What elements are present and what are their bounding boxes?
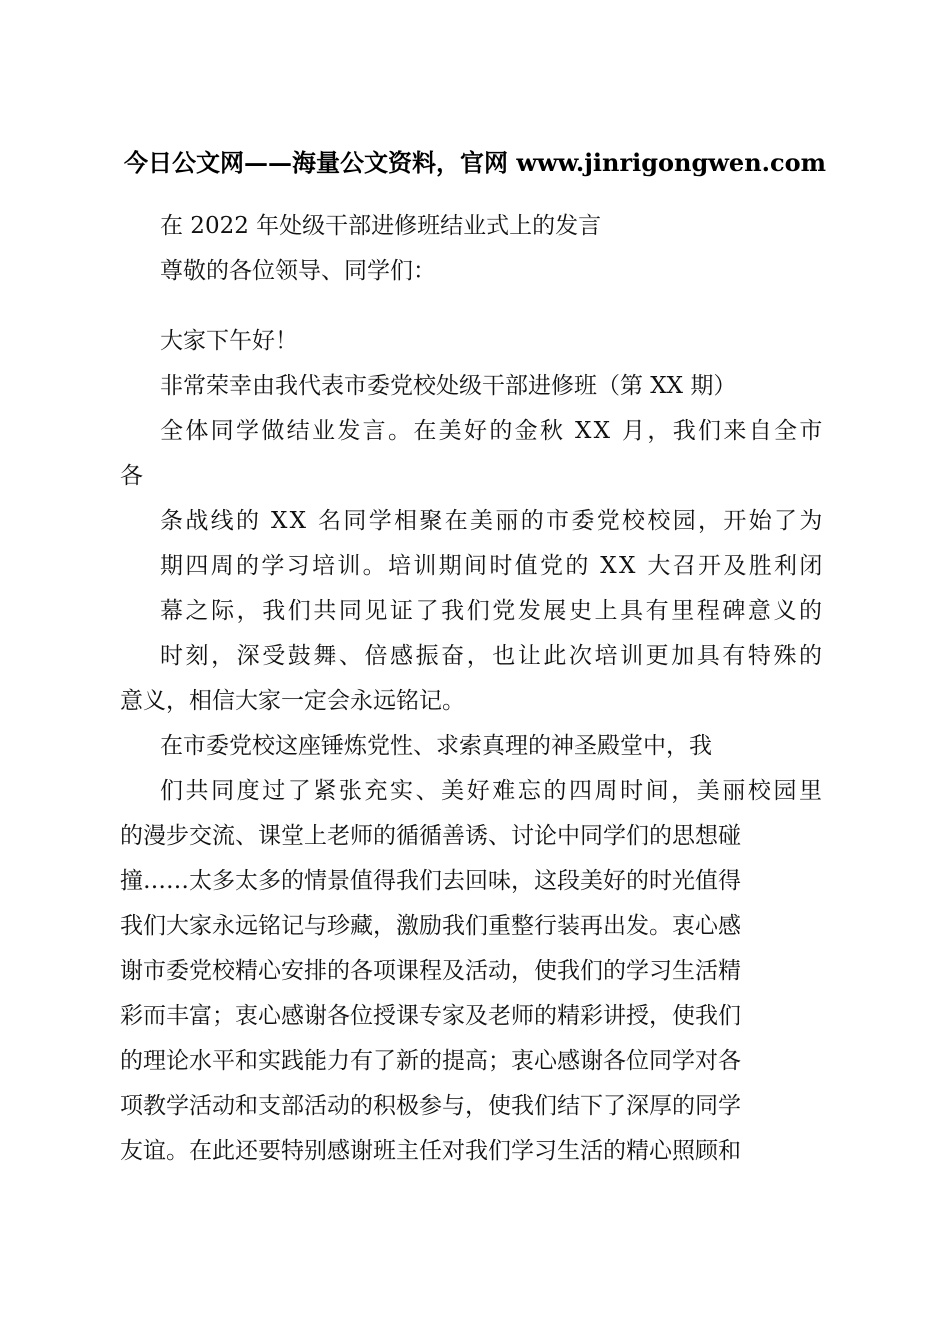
text-line: 们共同度过了紧张充实、美好难忘的四周时间，美丽校园里 xyxy=(160,778,825,804)
text-line: 项教学活动和支部活动的积极参与，使我们结下了深厚的同学 xyxy=(120,1093,741,1119)
text-line: 意义，相信大家一定会永远铭记。 xyxy=(120,688,465,714)
text-line: 我们大家永远铭记与珍藏，激励我们重整行装再出发。衷心感 xyxy=(120,913,741,939)
site-header: 今日公文网——海量公文资料，官网 www.jinrigongwen.com xyxy=(123,148,827,177)
text-line: 的理论水平和实践能力有了新的提高；衷心感谢各位同学对各 xyxy=(120,1048,741,1074)
greeting: 大家下午好！ xyxy=(160,328,298,354)
text-line: 在市委党校这座锤炼党性、求索真理的神圣殿堂中，我 xyxy=(160,733,712,759)
text-line: 条战线的 XX 名同学相聚在美丽的市委党校校园，开始了为 xyxy=(160,508,825,534)
text-line: 的漫步交流、课堂上老师的循循善诱、讨论中同学们的思想碰 xyxy=(120,823,741,849)
text-line: 期四周的学习培训。培训期间时值党的 XX 大召开及胜利闭 xyxy=(160,553,825,579)
text-line: 各 xyxy=(120,463,143,489)
text-line: 友谊。在此还要特别感谢班主任对我们学习生活的精心照顾和 xyxy=(120,1138,741,1164)
text-line: 全体同学做结业发言。在美好的金秋 XX 月，我们来自全市 xyxy=(160,418,825,444)
text-line: 撞……太多太多的情景值得我们去回味，这段美好的时光值得 xyxy=(120,868,741,894)
text-line: 幕之际，我们共同见证了我们党发展史上具有里程碑意义的 xyxy=(160,598,825,624)
text-line: 彩而丰富；衷心感谢各位授课专家及老师的精彩讲授，使我们 xyxy=(120,1003,741,1029)
doc-title: 在 2022 年处级干部进修班结业式上的发言 xyxy=(160,213,602,239)
text-line: 时刻，深受鼓舞、倍感振奋，也让此次培训更加具有特殊的 xyxy=(160,643,825,669)
text-line: 非常荣幸由我代表市委党校处级干部进修班（第 XX 期） xyxy=(160,373,737,399)
text-line: 谢市委党校精心安排的各项课程及活动，使我们的学习生活精 xyxy=(120,958,741,984)
salutation: 尊敬的各位领导、同学们： xyxy=(160,258,436,284)
